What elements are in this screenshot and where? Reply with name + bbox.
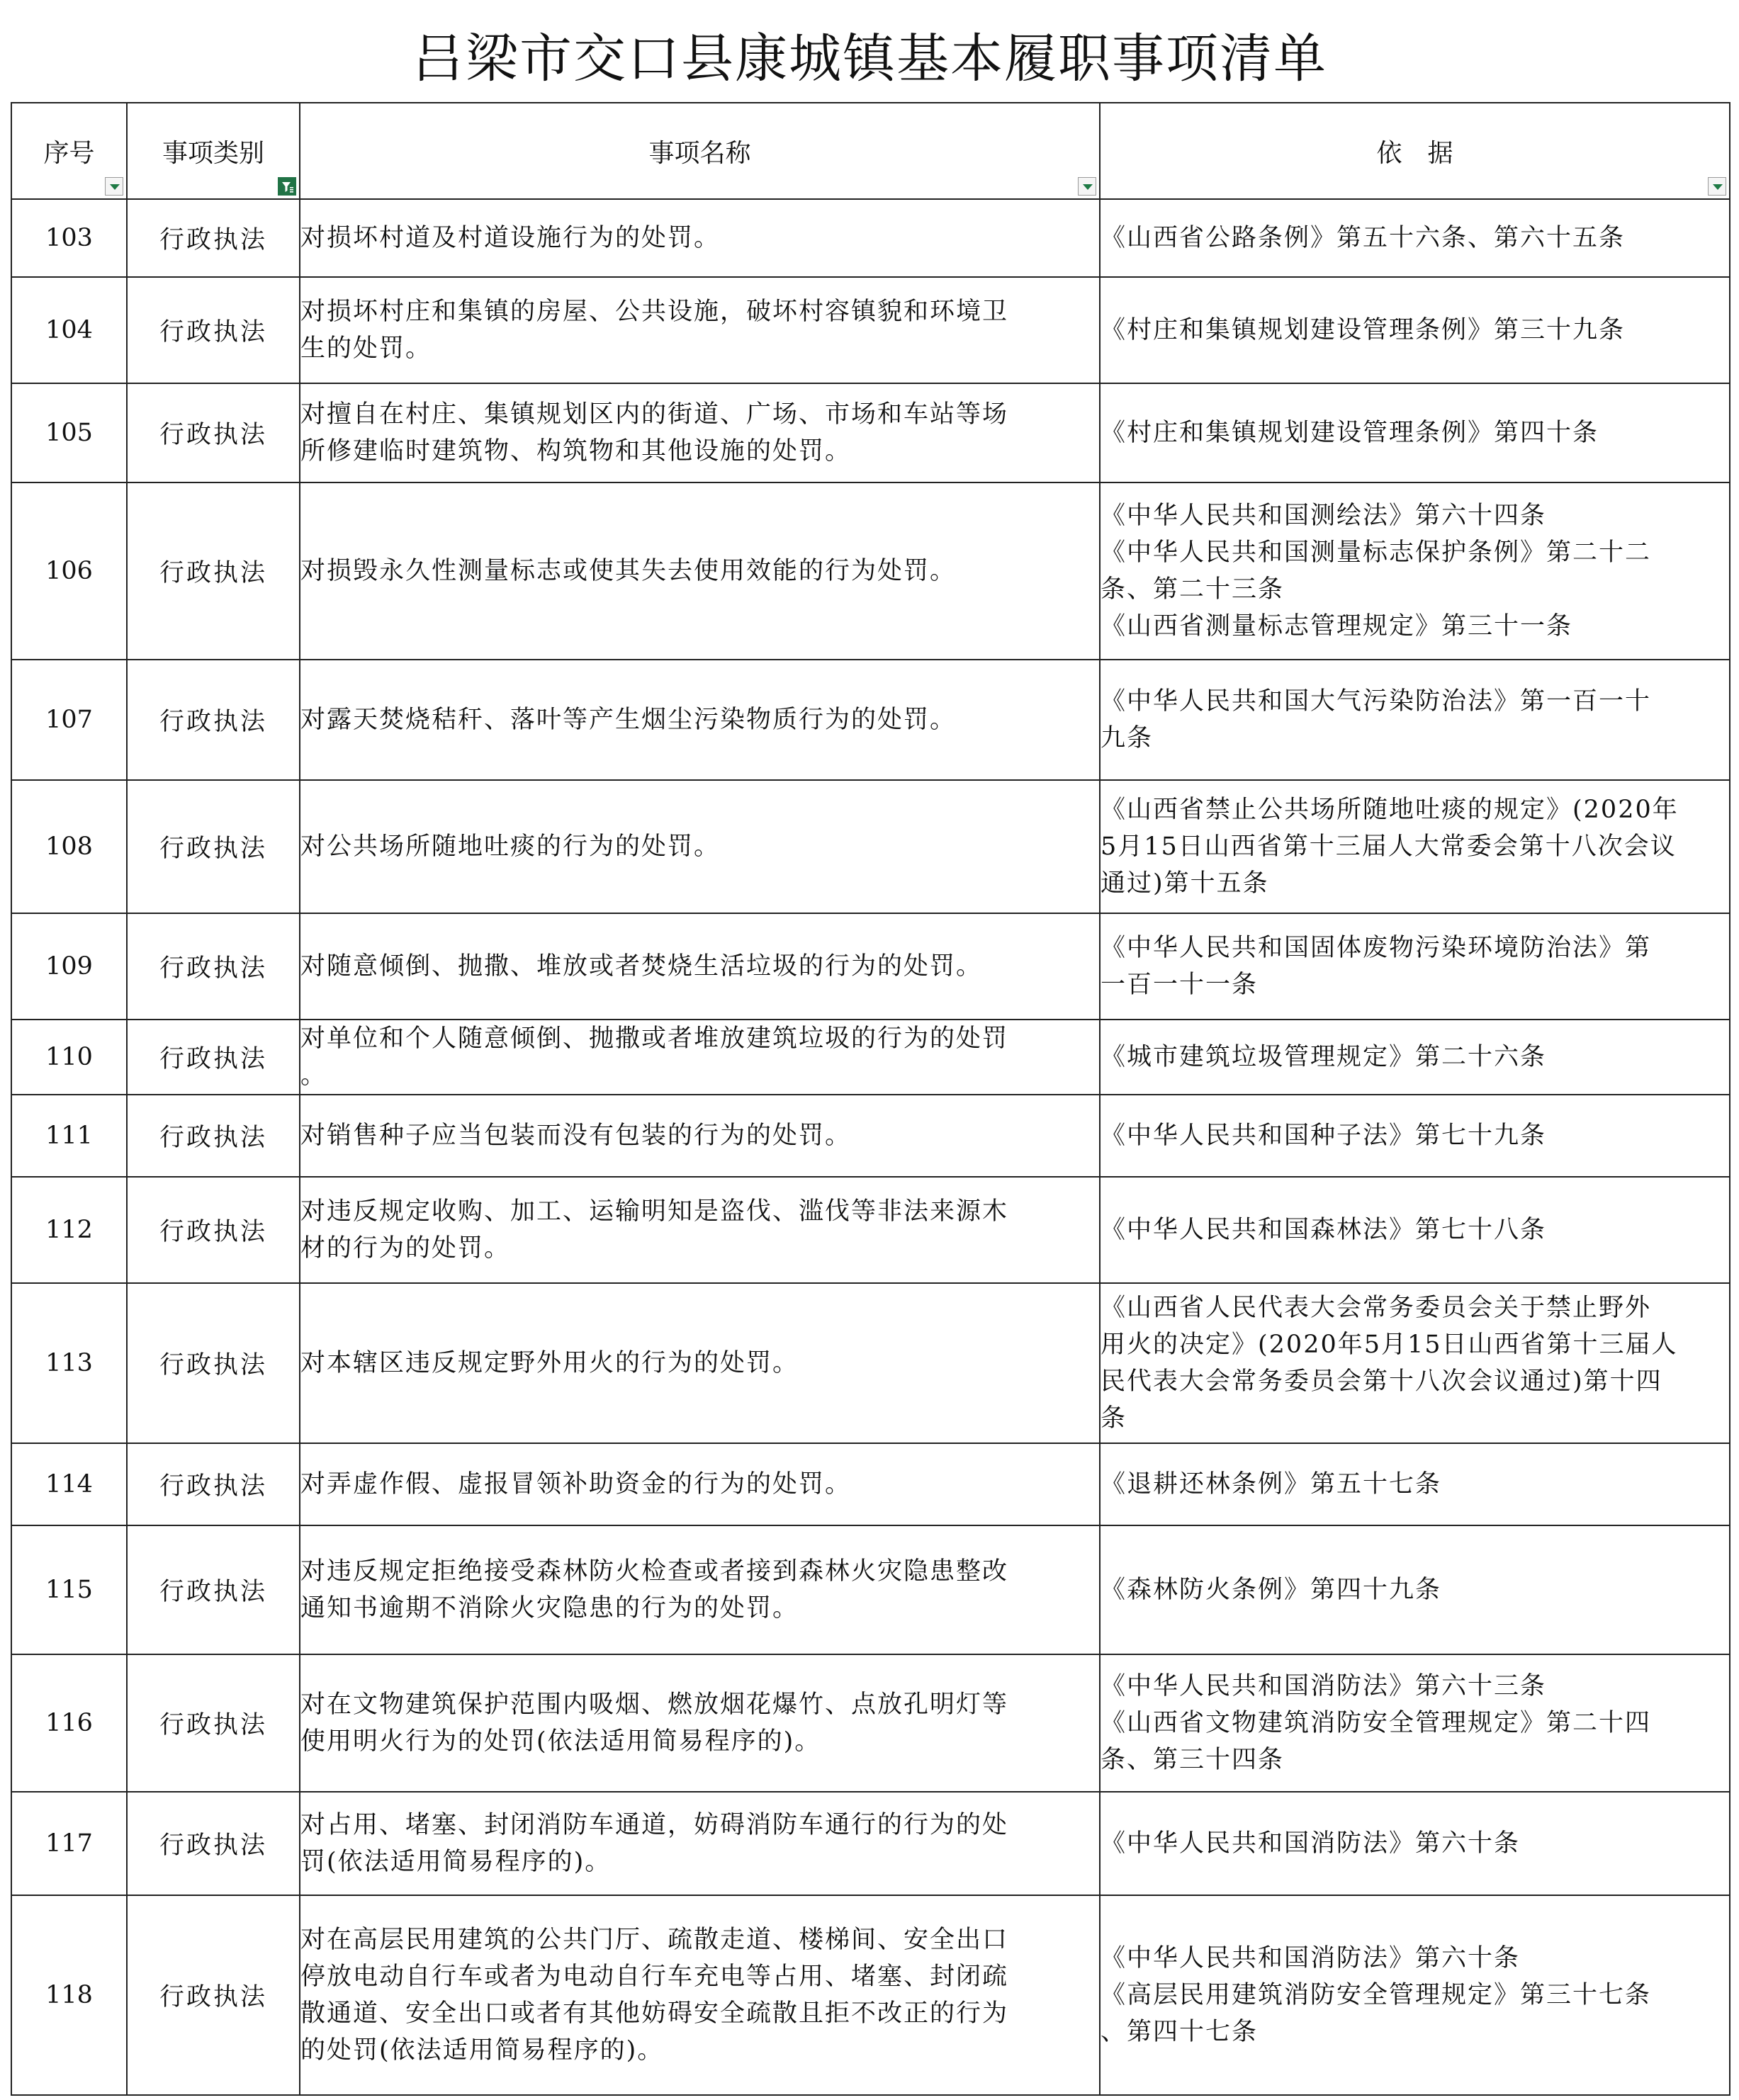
item-name-cell [300, 1283, 1100, 1443]
item-name-line: 罚(依法适用简易程序的)。 [300, 1848, 612, 1876]
basis-cell [1100, 1020, 1730, 1095]
table-row [11, 780, 1730, 913]
category-cell: 行政执法 [127, 1792, 300, 1895]
serial-number-cell: 110 [11, 1020, 127, 1095]
basis-line: 《中华人民共和国测绘法》第六十四条 [1101, 502, 1547, 530]
item-name-cell [300, 1654, 1100, 1792]
table-row [11, 660, 1730, 780]
basis-cell [1100, 277, 1730, 383]
basis-line: 《中华人民共和国消防法》第六十条 [1101, 1829, 1521, 1858]
category-cell: 行政执法 [127, 1095, 300, 1177]
header-category [127, 103, 300, 199]
category-cell: 行政执法 [127, 1525, 300, 1654]
header-basis [1100, 103, 1730, 199]
table-row [11, 1177, 1730, 1283]
basis-line: 条、第二十三条 [1101, 575, 1285, 604]
serial-number-cell: 114 [11, 1443, 127, 1525]
item-name-line: 对损坏村道及村道设施行为的处罚。 [300, 224, 721, 252]
basis-cell [1100, 1654, 1730, 1792]
category-cell: 行政执法 [127, 383, 300, 482]
basis-line: 九条 [1101, 724, 1154, 752]
basis-line: 、第四十七条 [1101, 2018, 1259, 2046]
table-row [11, 1283, 1730, 1443]
basis-cell [1100, 1895, 1730, 2095]
serial-number-cell: 118 [11, 1895, 127, 2095]
serial-number-cell: 117 [11, 1792, 127, 1895]
basis-line: 《中华人民共和国测量标志保护条例》第二十二 [1101, 538, 1652, 567]
basis-line: 用火的决定》(2020年5月15日山西省第十三届人 [1101, 1331, 1678, 1359]
item-name-cell [300, 913, 1100, 1020]
table-row [11, 482, 1730, 660]
basis-cell [1100, 660, 1730, 780]
basis-cell [1100, 1792, 1730, 1895]
basis-line: 《山西省人民代表大会常务委员会关于禁止野外 [1101, 1294, 1652, 1322]
basis-line: 《退耕还林条例》第五十七条 [1101, 1470, 1442, 1498]
item-name-cell [300, 1525, 1100, 1654]
basis-cell [1100, 913, 1730, 1020]
table-row [11, 1525, 1730, 1654]
serial-number-cell: 104 [11, 277, 127, 383]
item-name-cell [300, 383, 1100, 482]
item-name-line: 对单位和个人随意倾倒、抛撒或者堆放建筑垃圾的行为的处罚 [300, 1024, 1009, 1053]
table-row [11, 383, 1730, 482]
header-label: 依 据 [1376, 138, 1453, 168]
basis-line: 通过)第十五条 [1101, 869, 1269, 898]
item-name-line: 对公共场所随地吐痰的行为的处罚。 [300, 832, 721, 861]
item-name-cell [300, 1095, 1100, 1177]
serial-number-cell: 107 [11, 660, 127, 780]
header-label: 事项类别 [162, 138, 264, 168]
header-serial-number [11, 103, 127, 199]
basis-cell [1100, 1525, 1730, 1654]
basis-line: 《中华人民共和国森林法》第七十八条 [1101, 1216, 1547, 1244]
table-row [11, 1095, 1730, 1177]
table-row [11, 1792, 1730, 1895]
category-cell: 行政执法 [127, 913, 300, 1020]
basis-line: 一百一十一条 [1101, 971, 1259, 999]
item-name-line: 对在文物建筑保护范围内吸烟、燃放烟花爆竹、点放孔明灯等 [300, 1690, 1009, 1719]
item-name-line: 通知书逾期不消除火灾隐患的行为的处罚。 [300, 1594, 799, 1622]
serial-number-cell: 115 [11, 1525, 127, 1654]
item-name-cell [300, 660, 1100, 780]
basis-line: 《中华人民共和国种子法》第七十九条 [1101, 1122, 1547, 1150]
item-name-line: 对弄虚作假、虚报冒领补助资金的行为的处罚。 [300, 1470, 852, 1498]
item-name-line: 。 [300, 1061, 327, 1090]
category-cell: 行政执法 [127, 482, 300, 660]
category-cell: 行政执法 [127, 780, 300, 913]
table-body [11, 199, 1730, 2095]
filter-dropdown-icon[interactable] [1708, 177, 1726, 196]
item-name-line: 所修建临时建筑物、构筑物和其他设施的处罚。 [300, 437, 852, 465]
item-name-cell [300, 1792, 1100, 1895]
basis-line: 《中华人民共和国消防法》第六十三条 [1101, 1672, 1547, 1700]
serial-number-cell: 111 [11, 1095, 127, 1177]
basis-cell [1100, 1177, 1730, 1283]
basis-line: 《森林防火条例》第四十九条 [1101, 1576, 1442, 1604]
item-name-line: 停放电动自行车或者为电动自行车充电等占用、堵塞、封闭疏 [300, 1963, 1009, 1991]
table-row [11, 1654, 1730, 1792]
basis-cell [1100, 482, 1730, 660]
serial-number-cell: 106 [11, 482, 127, 660]
basis-line: 《中华人民共和国固体废物污染环境防治法》第 [1101, 934, 1652, 962]
item-name-cell [300, 1895, 1100, 2095]
item-name-cell [300, 1177, 1100, 1283]
table-row [11, 1443, 1730, 1525]
table-row [11, 1020, 1730, 1095]
category-cell: 行政执法 [127, 1654, 300, 1792]
basis-cell [1100, 199, 1730, 277]
basis-line: 条、第三十四条 [1101, 1746, 1285, 1774]
category-cell: 行政执法 [127, 1895, 300, 2095]
basis-cell [1100, 383, 1730, 482]
item-name-line: 对违反规定拒绝接受森林防火检查或者接到森林火灾隐患整改 [300, 1557, 1009, 1586]
table-row [11, 913, 1730, 1020]
filter-active-icon[interactable] [278, 177, 296, 196]
table-row [11, 199, 1730, 277]
basis-cell [1100, 1283, 1730, 1443]
basis-cell [1100, 1443, 1730, 1525]
duty-list-table [11, 102, 1730, 2096]
serial-number-cell: 116 [11, 1654, 127, 1792]
item-name-line: 对本辖区违反规定野外用火的行为的处罚。 [300, 1349, 799, 1377]
category-cell: 行政执法 [127, 660, 300, 780]
table-row [11, 1895, 1730, 2095]
basis-line: 《高层民用建筑消防安全管理规定》第三十七条 [1101, 1981, 1652, 2009]
item-name-line: 使用明火行为的处罚(依法适用简易程序的)。 [300, 1727, 821, 1756]
basis-line: 《城市建筑垃圾管理规定》第二十六条 [1101, 1043, 1547, 1071]
category-cell: 行政执法 [127, 1177, 300, 1283]
item-name-cell [300, 199, 1100, 277]
basis-line: 条 [1101, 1404, 1127, 1433]
serial-number-cell: 105 [11, 383, 127, 482]
page-title: 吕梁市交口县康城镇基本履职事项清单 [412, 28, 1327, 89]
header-label: 序号 [43, 138, 95, 168]
basis-line: 《山西省禁止公共场所随地吐痰的规定》(2020年 [1101, 796, 1679, 824]
item-name-line: 对在高层民用建筑的公共门厅、疏散走道、楼梯间、安全出口 [300, 1926, 1009, 1954]
category-cell: 行政执法 [127, 1283, 300, 1443]
item-name-line: 材的行为的处罚。 [300, 1234, 511, 1263]
item-name-line: 的处罚(依法适用简易程序的)。 [300, 2036, 664, 2065]
basis-line: 《山西省测量标志管理规定》第三十一条 [1101, 612, 1573, 640]
item-name-line: 对露天焚烧秸秆、落叶等产生烟尘污染物质行为的处罚。 [300, 706, 957, 734]
serial-number-cell: 112 [11, 1177, 127, 1283]
serial-number-cell: 113 [11, 1283, 127, 1443]
item-name-line: 对随意倾倒、抛撒、堆放或者焚烧生活垃圾的行为的处罚。 [300, 952, 983, 981]
category-cell: 行政执法 [127, 277, 300, 383]
filter-dropdown-icon[interactable] [105, 177, 123, 196]
header-row [11, 103, 1730, 199]
basis-cell [1100, 780, 1730, 913]
header-label: 事项名称 [648, 138, 751, 168]
basis-line: 《中华人民共和国大气污染防治法》第一百一十 [1101, 687, 1652, 716]
basis-cell [1100, 1095, 1730, 1177]
item-name-line: 对占用、堵塞、封闭消防车通道，妨碍消防车通行的行为的处 [300, 1811, 1009, 1839]
item-name-line: 对损毁永久性测量标志或使其失去使用效能的行为处罚。 [300, 557, 957, 585]
item-name-line: 对损坏村庄和集镇的房屋、公共设施，破坏村容镇貌和环境卫 [300, 298, 1009, 326]
category-cell: 行政执法 [127, 1443, 300, 1525]
basis-line: 《山西省文物建筑消防安全管理规定》第二十四 [1101, 1709, 1652, 1737]
item-name-line: 对擅自在村庄、集镇规划区内的街道、广场、市场和车站等场 [300, 400, 1009, 429]
item-name-line: 生的处罚。 [300, 334, 432, 363]
filter-dropdown-icon[interactable] [1078, 177, 1096, 196]
category-cell: 行政执法 [127, 1020, 300, 1095]
item-name-cell [300, 1443, 1100, 1525]
serial-number-cell: 108 [11, 780, 127, 913]
serial-number-cell: 109 [11, 913, 127, 1020]
table-row [11, 277, 1730, 383]
category-cell: 行政执法 [127, 199, 300, 277]
basis-line: 《中华人民共和国消防法》第六十条 [1101, 1944, 1521, 1972]
basis-line: 民代表大会常务委员会第十八次会议通过)第十四 [1101, 1367, 1662, 1396]
item-name-cell [300, 780, 1100, 913]
basis-line: 5月15日山西省第十三届人大常委会第十八次会议 [1101, 832, 1677, 861]
item-name-line: 对违反规定收购、加工、运输明知是盗伐、滥伐等非法来源木 [300, 1197, 1009, 1226]
item-name-line: 散通道、安全出口或者有其他妨碍安全疏散且拒不改正的行为 [300, 1999, 1009, 2028]
item-name-cell [300, 277, 1100, 383]
basis-line: 《山西省公路条例》第五十六条、第六十五条 [1101, 224, 1626, 252]
item-name-cell [300, 482, 1100, 660]
item-name-cell [300, 1020, 1100, 1095]
serial-number-cell: 103 [11, 199, 127, 277]
header-item-name [300, 103, 1100, 199]
item-name-line: 对销售种子应当包装而没有包装的行为的处罚。 [300, 1122, 852, 1150]
basis-line: 《村庄和集镇规划建设管理条例》第四十条 [1101, 419, 1599, 447]
basis-line: 《村庄和集镇规划建设管理条例》第三十九条 [1101, 316, 1626, 344]
